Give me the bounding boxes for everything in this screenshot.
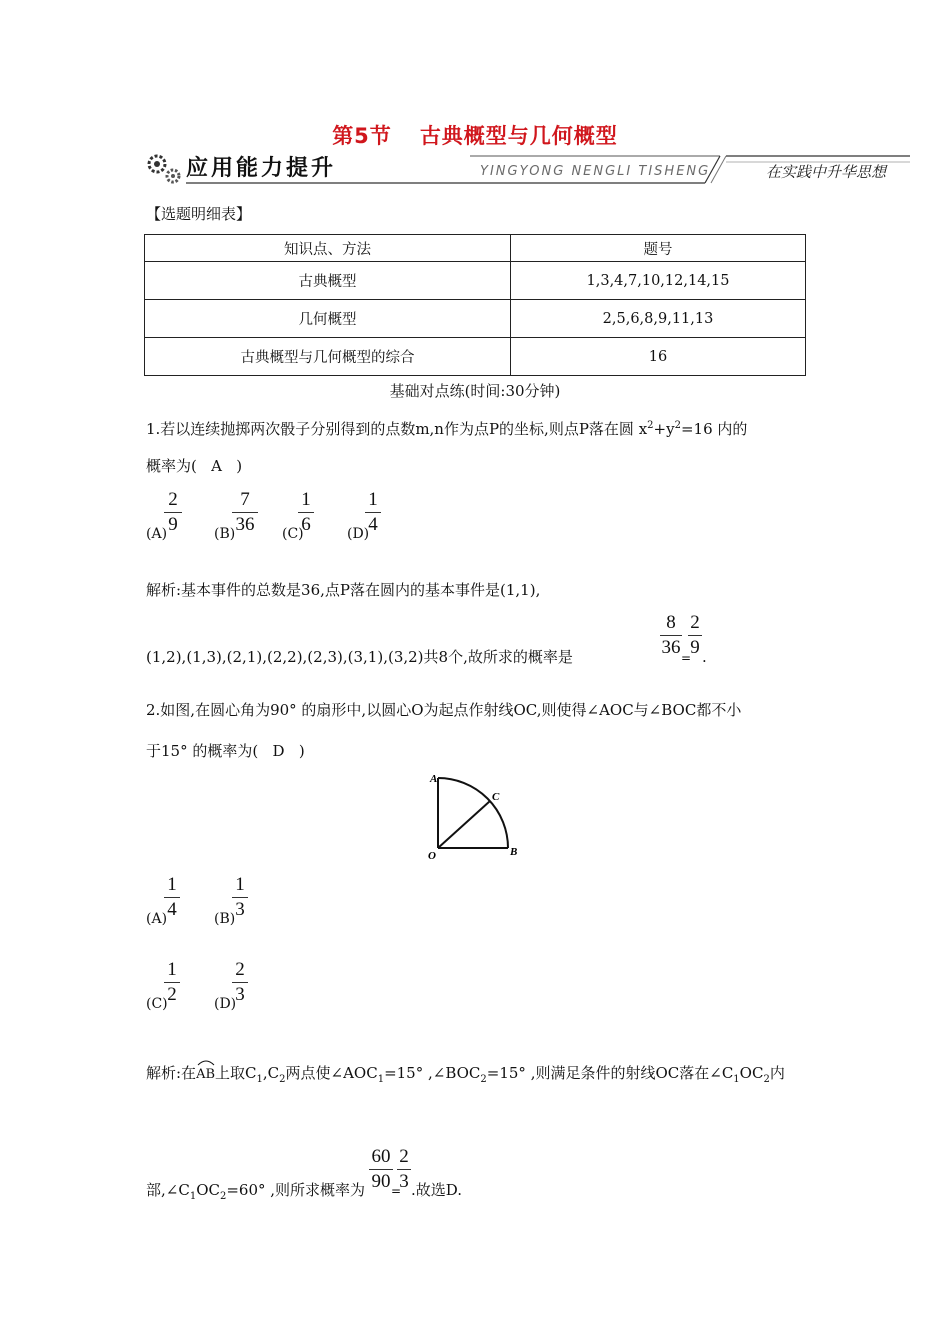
fraction-numerator: 2 [168,489,178,510]
subscript: 2 [763,1074,770,1085]
fraction-numerator: 2 [399,1146,409,1167]
banner-motto: 在实践中升华思想 [766,163,887,181]
table-header-row [145,235,806,262]
q2-solution-fraction-1 [369,1146,393,1193]
q1-equals-sign: = [681,651,692,665]
q1-solution-fraction-2 [688,612,702,659]
q1-option-d-label: (D) [347,526,370,542]
table-cell-numbers: 16 [511,338,806,376]
table-row [145,300,806,338]
q2-solution-text: OC [196,1181,220,1199]
q2-solution-text: =15° ,则满足条件的射线OC落在∠C [486,1064,734,1082]
fraction-denominator: 3 [399,1171,409,1192]
q1-option-c-label: (C) [282,526,304,542]
subscript: 1 [377,1074,385,1085]
banner-pinyin: YINGYONG NENGLI TISHENG [480,164,711,179]
q1-solution-fraction-1 [660,612,682,659]
fraction-numerator: 7 [240,489,250,510]
q2-solution-text: ,C [262,1064,280,1082]
fraction-numerator: 1 [167,874,177,895]
table-cell-topic: 古典概型 [145,262,511,300]
q2-option-a-fraction [164,874,180,921]
fraction-denominator: 36 [235,514,255,535]
topic-table [144,234,806,376]
fraction-denominator: 3 [235,899,245,920]
sector-figure [420,768,530,863]
gear-icon [149,156,179,182]
label-a: A [430,773,438,785]
table-header-topic: 知识点、方法 [145,235,511,262]
fraction-denominator: 3 [235,984,245,1005]
q2-equals-sign: = [391,1184,402,1198]
q2-stem-line1: 2.如图,在圆心角为90° 的扇形中,以圆心O为起点作射线OC,则使得∠AOC与∠BOC都不小 [146,701,742,719]
table-row [145,338,806,376]
q2-option-a-label: (A) [146,911,168,927]
section-title: 古典概型与几何概型 [419,124,618,148]
table-header-numbers: 题号 [511,235,806,262]
q1-stem-line2: 概率为( A ) [146,457,243,475]
q1-option-c-fraction [298,489,314,536]
q2-solution-line1 [146,1063,785,1090]
q2-solution-line2 [146,1180,365,1207]
q2-solution-text: 解析:在 [146,1064,197,1082]
q2-option-d-label: (D) [214,996,237,1012]
practice-subheading: 基础对点练(时间:30分钟) [389,382,561,400]
q2-solution-text: =15° ,∠BOC [384,1064,481,1082]
q2-solution-text: 内 [769,1064,785,1082]
fraction-denominator: 4 [167,899,177,920]
fraction-numerator: 2 [235,959,245,980]
q2-solution-text: OC [739,1064,764,1082]
fraction-denominator: 9 [690,637,700,658]
subscript: 2 [219,1191,227,1202]
q1-text: =16 内的 [680,420,748,438]
fraction-numerator: 1 [301,489,311,510]
q2-stem-line2: 于15° 的概率为( D ) [146,742,305,760]
section-number: 第5节 [332,124,392,148]
fraction-numerator: 1 [167,959,177,980]
q2-solution-text: =60° ,则所求概率为 [226,1181,366,1199]
page-title [0,120,950,150]
subscript: 1 [733,1074,740,1085]
label-c: C [492,791,500,803]
table-cell-numbers: 1,3,4,7,10,12,14,15 [511,262,806,300]
q1-option-b-label: (B) [214,526,236,542]
q2-solution-text: 两点使∠AOC [285,1064,378,1082]
q1-option-a-fraction [164,489,182,536]
q2-option-c-fraction [164,959,180,1006]
banner-title: 应用能力提升 [186,156,337,181]
fraction-denominator: 90 [371,1171,391,1192]
subscript: 2 [279,1074,286,1085]
q1-stem-line1 [146,416,747,439]
q1-period: . [702,648,707,666]
q1-text: 1.若以连续抛掷两次骰子分别得到的点数m,n作为点P的坐标,则点P落在圆 x [146,420,648,438]
q2-solution-end: .故选D. [411,1181,463,1199]
q2-solution-fraction-2 [397,1146,411,1193]
arc-label: AB [196,1067,216,1082]
q1-exponent: 2 [647,420,654,431]
q1-solution-line2: (1,2),(1,3),(2,1),(2,2),(2,3),(3,1),(3,2)共8个,故所求的概率是 [146,648,573,666]
q1-solution-line1: 解析:基本事件的总数是36,点P落在圆内的基本事件是(1,1), [146,581,541,599]
q1-option-b-fraction [232,489,258,536]
q2-option-b-label: (B) [214,911,236,927]
q1-option-d-fraction [365,489,381,536]
q2-option-b-fraction [232,874,248,921]
q1-exponent: 2 [674,420,681,431]
fraction-denominator: 36 [661,637,681,658]
q1-text: +y [653,420,675,438]
table-cell-topic: 古典概型与几何概型的综合 [145,338,511,376]
fraction-numerator: 60 [371,1146,391,1167]
q2-option-c-label: (C) [146,996,168,1012]
fraction-numerator: 1 [235,874,245,895]
fraction-denominator: 4 [368,514,378,535]
section-label: 【选题明细表】 [146,205,252,223]
arc-notation [196,1063,215,1085]
q1-option-a-label: (A) [146,526,168,542]
label-o: O [428,850,436,862]
fraction-numerator: 8 [666,612,676,633]
fraction-denominator: 9 [168,514,178,535]
q2-solution-text: 部,∠C [146,1181,190,1199]
fraction-denominator: 6 [301,514,311,535]
subscript: 1 [189,1191,197,1202]
fraction-denominator: 2 [167,984,177,1005]
ray-oc [438,801,490,848]
q2-solution-text: 上取C [215,1064,257,1082]
table-cell-numbers: 2,5,6,8,9,11,13 [511,300,806,338]
fraction-numerator: 1 [368,489,378,510]
table-cell-topic: 几何概型 [145,300,511,338]
subscript: 2 [480,1074,487,1085]
fraction-numerator: 2 [690,612,700,633]
arc-symbol-icon [197,1058,215,1066]
subscript: 1 [256,1074,263,1085]
table-row [145,262,806,300]
q2-option-d-fraction [232,959,248,1006]
label-b: B [510,846,518,858]
